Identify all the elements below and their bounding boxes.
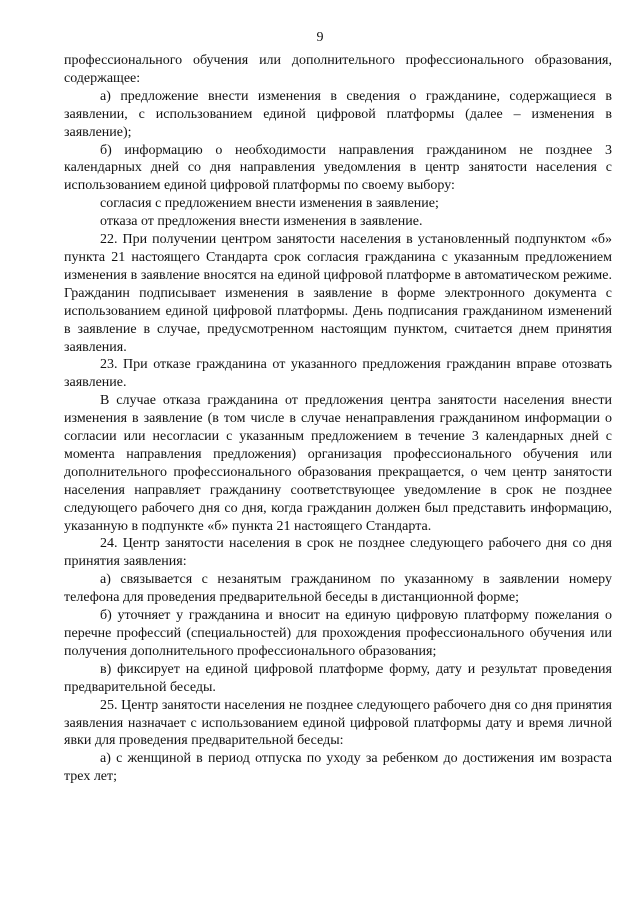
paragraph: отказа от предложения внести изменения в заявление. <box>100 214 423 230</box>
paragraph: 24. Центр занятости населения в срок не позднее следующего рабочего дня со дня принятия заявления: <box>64 536 612 570</box>
page-number: 9 <box>316 30 324 45</box>
paragraph: б) уточняет у гражданина и вносит на единую цифровую платформу пожелания о перечне профессий (специальностей) для прохождения профессионального обучения или получения дополнительного профессионального образования; <box>64 608 612 659</box>
paragraph: а) с женщиной в период отпуска по уходу за ребенком до достижения им возраста трех лет; <box>64 751 612 785</box>
paragraph: а) предложение внести изменения в сведения о гражданине, содержащиеся в заявлении, с использованием единой цифровой платформы (далее – изменения в заявление); <box>64 88 612 140</box>
paragraph: 25. Центр занятости населения не позднее следующего рабочего дня со дня принятия заявления назначает с использованием единой цифровой платформы дату и время личной явки для проведения предварительной беседы: <box>64 697 612 749</box>
paragraph: согласия с предложением внести изменения в заявление; <box>100 196 439 212</box>
paragraph: в) фиксирует на единой цифровой платформе форму, дату и результат проведения предварительной беседы. <box>64 661 612 695</box>
paragraph: профессионального обучения или дополнительного профессионального образования, содержащее: <box>64 53 612 86</box>
paragraph: 23. При отказе гражданина от указанного предложения гражданин вправе отозвать заявление. <box>64 357 612 391</box>
document-body <box>64 52 612 786</box>
paragraph: а) связывается с незанятым гражданином по указанному в заявлении номеру телефона для проведения предварительной беседы в дистанционной форме; <box>64 572 612 606</box>
paragraph: В случае отказа гражданина от предложения центра занятости населения внести изменения в заявление (в том числе в случае ненаправления гражданином информации о согласии или несогласии с указанным предложением в течение 3 календарных дней с момента направления предложения) организация профессионального обучения или дополнительного профессионального образования прекращается, о чем центр занятости населения направляет гражданину соответствующее уведомление в срок не позднее следующего рабочего дня со дня, когда гражданин должен был представить информацию, указанную в подпункте «б» пункта 21 настоящего Стандарта. <box>64 393 612 534</box>
paragraph: б) информацию о необходимости направления гражданином не позднее 3 календарных дней со дня направления уведомления в центр занятости населения с использованием единой цифровой платформы по своему выбору: <box>64 142 612 194</box>
paragraph: 22. При получении центром занятости населения в установленный подпунктом «б» пункта 21 настоящего Стандарта срок согласия гражданина с указанным предложением изменения в заявление вносятся на единой цифровой платформе в автоматическом режиме. Гражданин подписывает изменения в заявление в форме электронного документа с использованием единой цифровой платформы. День подписания гражданином изменений в заявление в случае, предусмотренном настоящим пунктом, считается днем принятия заявления. <box>64 232 612 355</box>
